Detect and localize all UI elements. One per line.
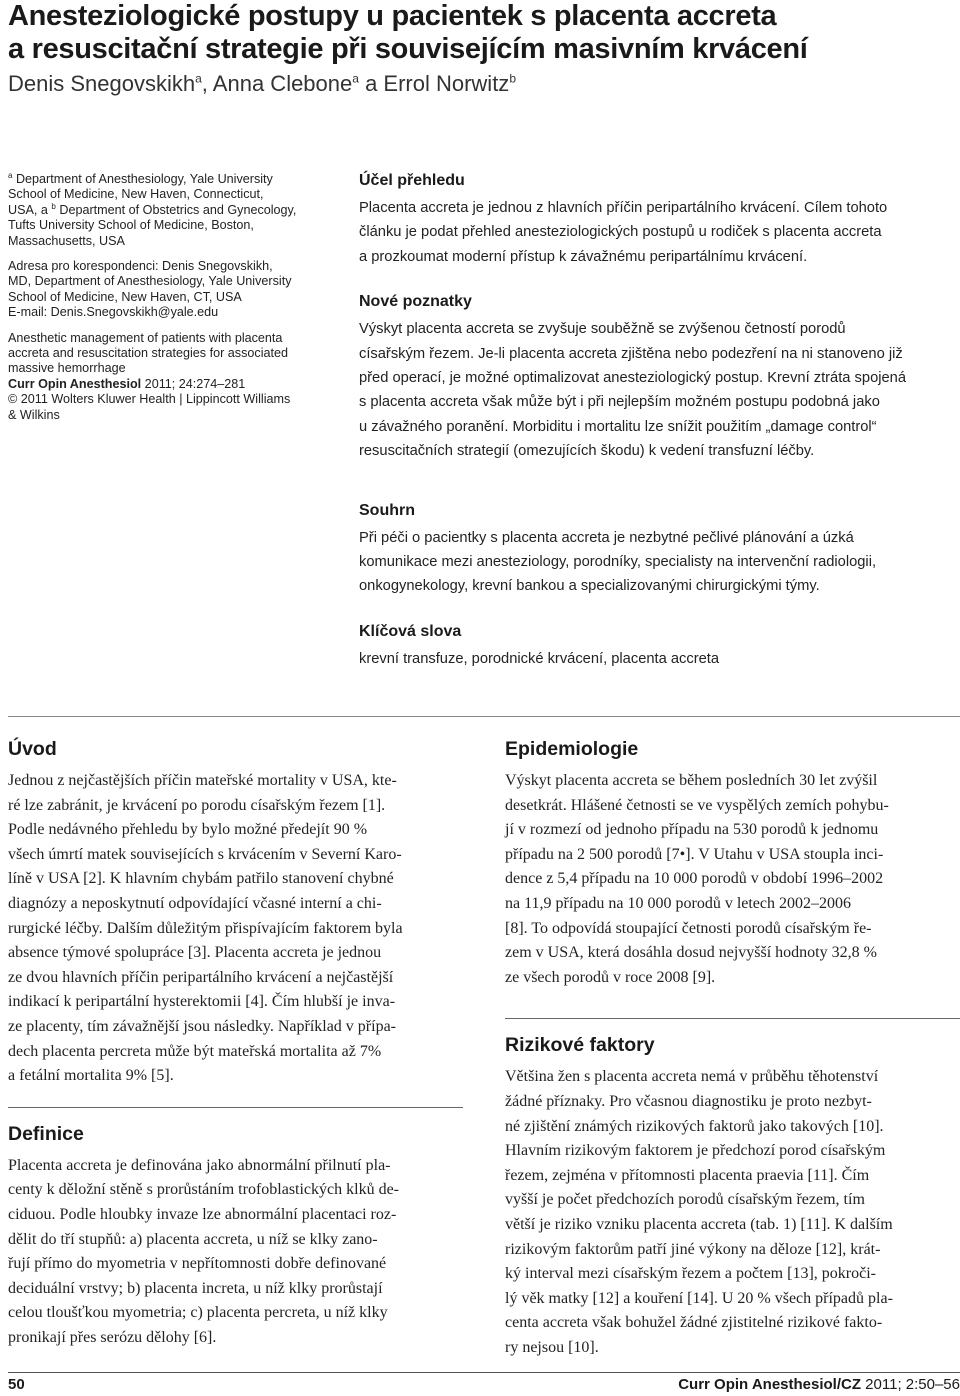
body-line: dělit do tří stupňů: a) placenta accreta, u níž se klky zano- (8, 1230, 378, 1248)
journal-name: Curr Opin Anesthesiol/CZ (678, 1376, 862, 1393)
body-line: rurgické léčby. Dalším důležitým přispívajícím faktorem byla (8, 919, 403, 937)
affiliations (8, 172, 308, 249)
body-line: žádné příznaky. Pro včasnou diagnostiku je proto nezbyt- (505, 1092, 872, 1110)
body-line: celou tloušťkou myometria; c) placenta percreta, u níž klky (8, 1304, 388, 1322)
section-divider (8, 716, 960, 717)
body-line: případu na 2 500 porodů [7•]. V Utahu v USA stoupla inci- (505, 845, 884, 863)
copyright: © 2011 Wolters Kluwer Health (8, 392, 176, 407)
copyright-separator: | (175, 392, 186, 407)
citation-journal: Curr Opin Anesthesiol (8, 376, 142, 391)
body-line: Placenta accreta je definována jako abnormální přilnutí pla- (8, 1156, 391, 1174)
body-line: větší je riziko vzniku placenta accreta (tab. 1) [11]. K dalším (505, 1215, 893, 1233)
citation (8, 331, 308, 423)
abstract-findings (359, 291, 949, 463)
abstract-line: Placenta accreta je jednou z hlavních příčin peripartálního krvácení. Cílem tohoto (359, 200, 888, 216)
abstract-line: resuscitačních strategií (omezujících škodu) k vedení transfuzní léčby. (359, 443, 815, 460)
body-line: Výskyt placenta accreta se během posledních 30 let zvýšil (505, 772, 878, 789)
keywords-line: krevní transfuze, porodnické krvácení, placenta accreta (359, 650, 720, 667)
abstract-heading: Účel přehledu (359, 172, 465, 189)
body-line: ký interval mezi císařským řezem a počtem [13], pokroči- (505, 1265, 876, 1283)
body-line: [8]. To odpovídá stoupající četnosti porodů císařským ře- (505, 919, 872, 937)
email-link[interactable]: E-mail: Denis.Snegovskikh@yale.edu (8, 305, 219, 320)
citation-volume: 2011; 24:274–281 (141, 376, 246, 391)
journal-issue: 2011; 2:50–56 (861, 1376, 960, 1393)
body-line: né zjištění známých rizikových faktorů jako takových [10]. (505, 1117, 884, 1135)
affiliation-marker: a (8, 170, 13, 180)
body-line: ry nejsou [10]. (505, 1338, 599, 1356)
section-text-epidemiologie (505, 769, 960, 990)
affiliation-marker: a (195, 71, 202, 86)
author-name: Denis Snegovskikh (8, 71, 196, 96)
body-line: absence týmové spolupráce [3]. Placenta accreta je jednou (8, 944, 382, 962)
abstract-heading: Souhrn (359, 501, 415, 519)
article-metadata (8, 172, 308, 433)
body-line: Jednou z nejčastějších příčin mateřské mortality v USA, kte- (8, 772, 397, 789)
body-column-left (8, 735, 463, 1350)
body-line: a fetální mortalita 9% [5]. (8, 1067, 174, 1085)
body-line: indikací k peripartální hysterektomii [4]. Čím hlubší je inva- (8, 993, 396, 1011)
section-heading-definice: Definice (8, 1122, 84, 1145)
author-name: , Anna Clebone (201, 71, 353, 96)
section-heading-uvod: Úvod (8, 738, 57, 760)
body-line: rizikovým faktorům patří jiné výkony na děloze [12], krát- (505, 1240, 881, 1258)
article-title (8, 0, 948, 66)
abstract-heading: Nové poznatky (359, 293, 472, 311)
correspondence-line: Adresa pro korespondenci: Denis Snegovskikh, (8, 259, 273, 274)
body-line: vyšší je počet předchozích porodů císařským řezem, tím (505, 1191, 865, 1209)
affiliation-line: Department of Anesthesiology, Yale University (15, 172, 273, 186)
abstract (359, 170, 949, 693)
body-line: pronikají přes serózu dělohy [6]. (8, 1328, 217, 1346)
affiliation-line: USA, a (8, 202, 52, 217)
author-list (8, 70, 516, 98)
abstract-keywords (359, 621, 949, 671)
section-heading-rizikove-faktory: Rizikové faktory (505, 1034, 655, 1057)
abstract-line: císařským řezem. Je-li placenta accreta zjištěna nebo podezření na ni stanoveno již (359, 345, 903, 362)
abstract-line: Výskyt placenta accreta se zvyšuje souběžně se zvýšenou četností porodů (359, 321, 846, 338)
section-text-definice (8, 1154, 463, 1351)
affiliation-line: Massachusetts, USA (8, 233, 125, 248)
correspondence (8, 259, 308, 321)
title-line: a resuscitační strategie při souvisejícím masivním krvácení (8, 33, 808, 65)
abstract-line: Při péči o pacientky s placenta accreta je nezbytné pečlivé plánování a úzká (359, 529, 854, 546)
body-line: lý věk matky [12] a kouření [14]. U 20 % všech případů pla- (505, 1289, 893, 1307)
affiliation-line: Tufts University School of Medicine, Boston, (8, 218, 254, 233)
body-line: Podle nedávného přehledu by bylo možné předejít 90 % (8, 821, 368, 839)
body-line: řují přímo do myometria v nepřítomnosti dobře definované (8, 1255, 387, 1273)
journal-footer (678, 1376, 960, 1393)
citation-line: massive hemorrhage (8, 361, 126, 376)
affiliation-line: School of Medicine, New Haven, Connecticut, (8, 187, 264, 202)
abstract-line: článku je podat přehled anesteziologických postupů u rodiček s placenta accreta (359, 224, 882, 241)
body-line: řezem, zejména v přítomnosti placenta praevia [11]. Čím (505, 1166, 870, 1184)
section-divider (505, 1018, 960, 1019)
body-line: na 11,9 případu na 10 000 porodů v letech 2002–2006 (505, 894, 852, 912)
page-number: 50 (8, 1376, 25, 1393)
abstract-heading: Klíčová slova (359, 622, 462, 640)
abstract-purpose (359, 170, 949, 269)
body-line: ze všech porodů v roce 2008 [9]. (505, 968, 716, 986)
footer-divider (8, 1372, 960, 1373)
body-line: ré lze zabránit, je krvácení po porodu císařským řezem [1]. (8, 796, 386, 814)
section-text-rizikove-faktory (505, 1065, 960, 1360)
body-line: dence z 5,4 případu na 10 000 porodů v období 1996–2002 (505, 870, 884, 888)
abstract-line: a prozkoumat moderní přístup k závažnému peripartálnímu krvácení. (359, 248, 808, 265)
citation-line: accreta and resuscitation strategies for associated (8, 346, 289, 361)
copyright: & Wilkins (8, 407, 60, 422)
abstract-line: u závažného poranění. Morbiditu i mortalitu lze snížit použitím „damage control“ (359, 418, 877, 435)
citation-line: Anesthetic management of patients with placenta (8, 330, 283, 345)
body-line: dech placenta percreta může být mateřská mortalita až 7% (8, 1042, 382, 1060)
body-line: centy k děložní stěně s prorůstáním trofoblastických klků de- (8, 1181, 400, 1199)
body-line: deciduální vrstvy; b) placenta increta, u níž klky prorůstají (8, 1279, 383, 1297)
affiliation-marker: b (509, 71, 516, 86)
abstract-line: komunikace mezi anesteziology, porodníky, specialisty na intervenční radiologii, (359, 554, 877, 571)
abstract-summary (359, 500, 949, 599)
abstract-line: s placenta accreta však může být i při nejlepším možném postupu podobná jako (359, 394, 880, 411)
body-column-right (505, 735, 960, 1360)
body-line: ze placenty, tím závažnější jsou následky. Například v přípa- (8, 1017, 397, 1035)
section-heading-epidemiologie: Epidemiologie (505, 738, 639, 760)
body-line: všech úmrtí matek souvisejících s krvácením v Severní Karo- (8, 845, 402, 863)
section-text-uvod (8, 769, 463, 1089)
body-line: Většina žen s placenta accreta nemá v průběhu těhotenství (505, 1068, 879, 1086)
abstract-line: onkogynekology, krevní bankou a specializovanými chirurgickými týmy. (359, 578, 820, 595)
body-line: zem v USA, která dosáhla dosud nejvyšší hodnoty 32,8 % (505, 944, 877, 962)
body-line: líně v USA [2]. K hlavním chybám patřilo stanovení chybné (8, 870, 394, 888)
body-line: centa accreta však bohužel žádné zjistitelné rizikové fakto- (505, 1314, 883, 1332)
section-divider (8, 1107, 463, 1108)
affiliation-line: Department of Obstetrics and Gynecology, (59, 202, 297, 217)
author-name: a Errol Norwitz (358, 71, 510, 96)
affiliation-marker: a (352, 71, 359, 86)
affiliation-marker: b (51, 201, 56, 211)
body-line: ze dvou hlavních příčin peripartálního krvácení a nejčastější (8, 968, 394, 986)
body-line: desetkrát. Hlášené četnosti se ve vyspělých zemích pohybu- (505, 796, 889, 814)
abstract-line: před operací, je možné optimalizovat anesteziologický postup. Krevní ztráta spojená (359, 370, 907, 387)
body-line: Hlavním rizikovým faktorem je předchozí porod císařským (505, 1142, 886, 1160)
body-line: ciduou. Podle hloubky invaze lze abnormální placentaci roz- (8, 1205, 397, 1223)
correspondence-line: MD, Department of Anesthesiology, Yale University (8, 274, 292, 289)
title-line: Anesteziologické postupy u pacientek s placenta accreta (8, 0, 777, 32)
body-line: diagnózy a neposkytnutí odpovídající včasné interní a chi- (8, 894, 382, 912)
body-line: jí v rozmezí od jednoho případu na 530 porodů k jednomu (505, 821, 879, 839)
copyright: Lippincott Williams (186, 392, 291, 407)
correspondence-line: School of Medicine, New Haven, CT, USA (8, 289, 242, 304)
